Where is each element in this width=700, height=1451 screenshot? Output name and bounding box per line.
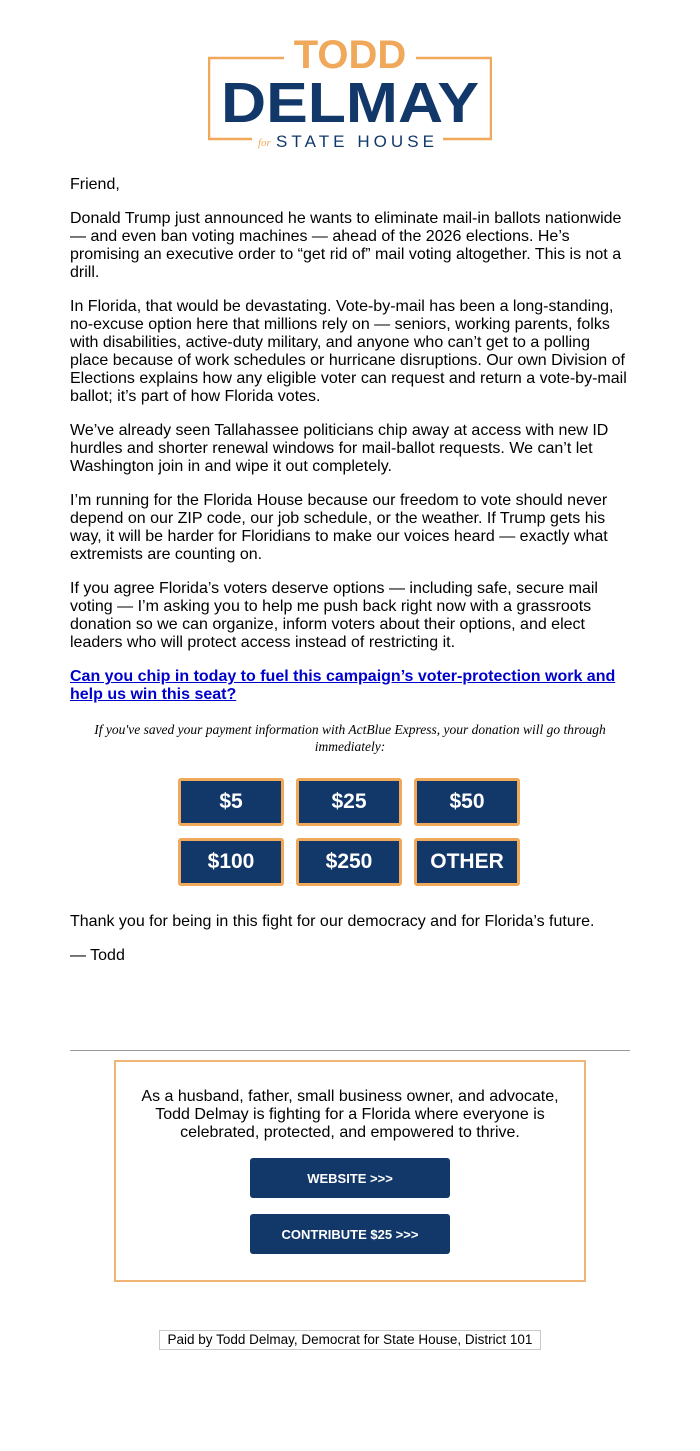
letter-body (70, 176, 630, 704)
logo-last-name: DELMAY (221, 71, 479, 135)
logo-first-name: TODD (293, 34, 407, 77)
paragraph-4: I’m running for the Florida House because our freedom to vote should never depend on our ZIP code, our job schedule, or the weather. If Trump gets his way, it will be harder for Floridians to make our voices heard — exactly what extremists are counting on. (70, 492, 608, 563)
paragraph-3: We’ve already seen Tallahassee politicians chip away at access with new ID hurdles and shorter renewal windows for mail-ballot requests. We can’t let Washington join in and wipe it out completely. (70, 422, 609, 475)
donate-100-button[interactable]: $100 (178, 838, 284, 886)
donate-25-button[interactable]: $25 (296, 778, 402, 826)
footer-divider (70, 1050, 630, 1051)
actblue-express-note: If you've saved your payment information with ActBlue Express, your donation will go through immediately: (94, 722, 606, 754)
paragraph-2: In Florida, that would be devastating. Vote-by-mail has been a long-standing, no-excuse option here that millions rely on — seniors, working parents, folks with disabilities, active-duty military, and anyone who can’t get to a polling place because of work schedules or hurricane disruptions. Our own Division of Elections explains how any eligible voter can request and return a vote-by-mail ballot; it’s part of how Florida votes. (70, 298, 627, 405)
donate-250-button[interactable]: $250 (296, 838, 402, 886)
paid-by-disclaimer: Paid by Todd Delmay, Democrat for State House, District 101 (159, 1330, 541, 1350)
campaign-logo (208, 34, 492, 150)
letter-closing (70, 913, 630, 981)
paragraph-1: Donald Trump just announced he wants to eliminate mail-in ballots nationwide — and even ban voting machines — ahead of the 2026 elections. He’s promising an executive order to “get rid of” mail voting altogether. This is not a drill. (70, 210, 622, 281)
logo-office: STATE HOUSE (276, 132, 434, 150)
donate-other-button[interactable]: OTHER (414, 838, 520, 886)
thank-you-text: Thank you for being in this fight for our democracy and for Florida’s future. (70, 913, 595, 930)
contribute-25-button[interactable]: CONTRIBUTE $25 >>> (250, 1214, 450, 1254)
donation-amount-grid (178, 778, 524, 886)
website-button[interactable]: WEBSITE >>> (250, 1158, 450, 1198)
signoff: — Todd (70, 947, 125, 964)
greeting: Friend, (70, 176, 120, 193)
donate-cta-link[interactable]: Can you chip in today to fuel this campaign’s voter-protection work and help us win this seat? (70, 668, 616, 703)
donate-5-button[interactable]: $5 (178, 778, 284, 826)
bio-text: As a husband, father, small business owner, and advocate, Todd Delmay is fighting for a Florida where everyone is celebrated, protected, and empowered to thrive. (141, 1088, 559, 1141)
paragraph-5: If you agree Florida’s voters deserve options — including safe, secure mail voting — I’m asking you to help me push back right now with a grassroots donation so we can organize, inform voters about their options, and elect leaders who will protect access instead of restricting it. (70, 580, 598, 651)
bio-box (114, 1060, 586, 1282)
logo-for: for (258, 137, 271, 149)
donate-50-button[interactable]: $50 (414, 778, 520, 826)
